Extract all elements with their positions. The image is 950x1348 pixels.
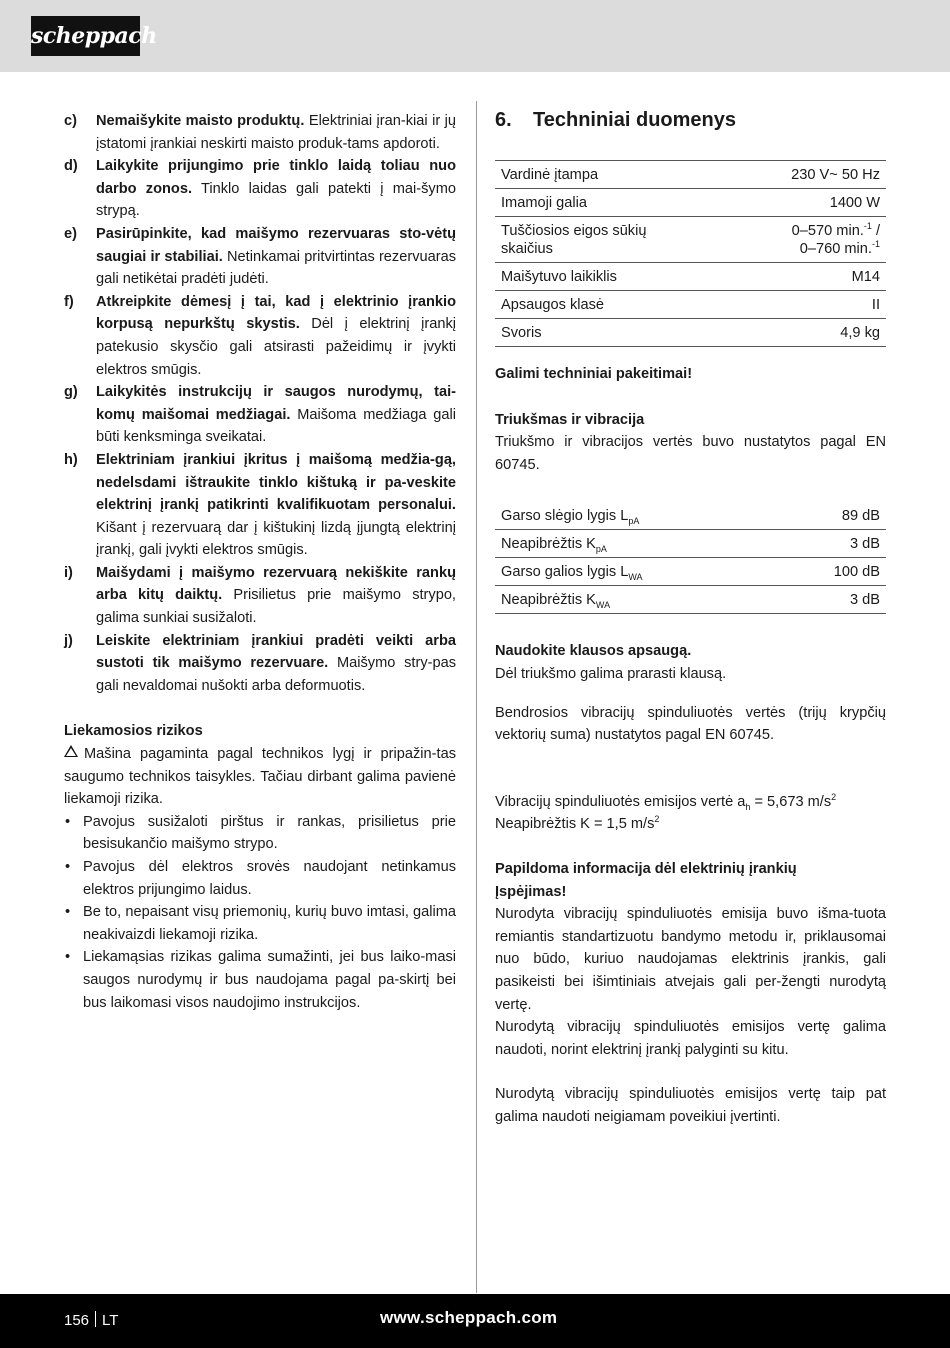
website-link[interactable]: www.scheppach.com [380,1308,558,1327]
spec-label: Tuščiosios eigos sūkių skaičius [495,217,695,263]
safety-item [64,155,456,223]
noise-text: Triukšmo ir vibracijos vertės buvo nustatytos pagal EN 60745. [495,434,886,473]
noise-value: 100 dB [778,558,886,586]
extra-info-text: Nurodyta vibracijų spinduliuotės emisija buvo išma-tuota remiantis standartizuotu bandymo metodu ir, priklausomai nuo būdo, kuriuo naudojamas elektrinis įrankis, gali pasikeisti bei išimtiniais atvejais gali per-žengti nurodytą vertę. [495,906,886,1013]
residual-risks-bullets [64,811,456,1014]
scheppach-logo: scheppach [31,16,140,56]
vibration-text: Bendrosios vibracijų spinduliuotės vertės (trijų krypčių vektorių suma) nustatytos pagal EN 60745. [495,704,886,744]
list-item: • Liekamąsias rizikas galima sumažinti, jei bus laiko-masi saugos nurodymų ir bus naudojama pagal pa-skirtį bei bus laikomasi visos naudojimo instrukcijos. [64,946,456,1014]
table-row [495,217,886,263]
spec-value: II [695,291,886,319]
item-heading: Pasirūpinkite, kad maišymo rezervuaras sto-vėtų saugiai ir stabiliai. [96,225,456,265]
item-letter: i) [64,564,73,581]
residual-risks-intro: Mašina pagaminta pagal technikos lygį ir pripažin-tas saugumo technikos taisykles. Tačiau dirbant galima pavienė liekamoji rizika. [64,746,456,808]
hearing-protection-text: Dėl triukšmo galima prarasti klausą. [495,665,727,682]
table-row [495,319,886,347]
page-number: 156 LT [64,1312,119,1329]
item-heading: Laikykitės instrukcijų ir saugos nurodymų, tai-komų maišomai medžiagai. [96,384,456,423]
table-row [495,263,886,291]
residual-risks-title: Liekamosios rizikos [64,723,203,740]
section-number: 6. [495,109,512,131]
list-item: • Pavojus susižaloti pirštus ir rankas, prisilietus prie besisukančio maišymo strypo. [64,811,456,856]
item-text: Elektriniai įran-kiai ir jų įstatomi įrankiai neskirti maisto produk-tams apdoroti. [96,113,456,152]
noise-value: 3 dB [778,586,886,614]
safety-item [64,562,456,630]
column-divider [476,101,477,1293]
spec-label: Maišytuvo laikiklis [495,263,695,291]
technical-changes-note: Galimi techniniai pakeitimai! [495,366,693,382]
spec-value: M14 [695,263,886,291]
item-text: Kišant į rezervuarą dar į kištukinį lizdą įjungtą elektrinį įrankį, gali įvykti elektros smūgis. [96,519,456,559]
table-row [495,189,886,217]
page-footer [0,1294,950,1348]
spec-value: 1400 W [695,189,886,217]
item-heading: Leiskite elektriniam įrankiui pradėti veikti arba sustoti tik maišymo rezervuare. [96,632,456,672]
table-row [495,586,886,614]
noise-value: 89 dB [778,502,886,530]
item-letter: d) [64,158,78,175]
item-heading: Laikykite prijungimo prie tinklo laidą toliau nuo darbo zonos. [96,158,456,197]
right-column [495,110,886,1128]
spec-value: 0–570 min.$^{-1}$ / 0–760 min.$^{-1}$ [695,217,886,263]
emission-value: Vibracijų spinduliuotės emisijos vertė $a_h = 5,673$ $m/s^2$ [495,791,837,812]
item-text: Tinklo laidas gali patekti į mai-šymo strypą. [96,180,457,220]
spec-label: Vardinė įtampa [495,161,695,189]
technical-data-table [495,160,886,347]
safety-items-list [64,110,456,697]
item-text: Dėl į elektrinį įrankį patekusio skysčio gali atsirasti pažeidimų ir įvykti elektros smūgis. [96,316,456,378]
item-text: Maišoma medžiaga gali būti kenksminga sveikatai. [96,406,456,446]
noise-title: Triukšmas ir vibracija [495,411,645,428]
item-letter: c) [64,113,77,129]
table-row [495,502,886,530]
item-letter: g) [64,384,78,401]
noise-table [495,502,886,614]
item-heading: Elektriniam įrankiui įkritus į maišomą medžia-gą, nedelsdami ištraukite tinklo kištuką ir pa-veskite elektrinį įrankį patikrinti kvalifikuotam personalui. [96,451,456,514]
noise-value: 3 dB [778,530,886,558]
noise-label: Garso slėgio lygis $L_{pA}$ [495,502,778,530]
extra-info-text: Nurodytą vibracijų spinduliuotės emisijos vertę galima naudoti, norint elektrinį įrankį palyginti su kitu. [495,1019,886,1058]
table-row [495,161,886,189]
warning-triangle-icon [64,745,78,757]
uncertainty-value: Neapibrėžtis K = 1,5 $m/s^2$ [495,814,660,833]
item-heading: Nemaišykite maisto produktų. [96,113,305,129]
section-title: Techniniai duomenys [533,109,736,131]
item-text: Netinkamai pritvirtintas rezervuaras gali netikėtai pradėti judėti. [96,248,456,288]
section-heading [495,108,886,132]
hearing-protection-title: Naudokite klausos apsaugą. [495,643,692,660]
table-row [495,291,886,319]
page-header [0,0,950,72]
extra-info-title: Papildoma informacija dėl elektrinių įrankių [495,860,797,877]
item-text: Maišymo stry-pas gali nevaldomai nušokti arba deformuotis. [96,655,457,694]
table-row [495,530,886,558]
item-letter: e) [64,225,77,242]
spec-label: Imamoji galia [495,189,695,217]
item-letter: f) [64,293,74,310]
spec-label: Svoris [495,319,695,347]
safety-item [64,291,456,381]
item-heading: Atkreipkite dėmesį į tai, kad į elektrinio įrankio korpusą nepurkštų skystis. [96,293,456,333]
item-heading: Maišydami į maišymo rezervuarą nekiškite rankų arba kitų daiktų. [96,564,456,604]
safety-item [64,381,456,449]
noise-label: Garso galios lygis $L_{WA}$ [495,558,778,586]
safety-item [64,110,456,155]
list-item: • Be to, nepaisant visų priemonių, kurių buvo imtasi, galima neakivaizdi liekamoji rizika. [64,901,456,946]
item-letter: j) [64,632,73,649]
safety-item [64,630,456,698]
item-letter: h) [64,451,78,468]
noise-label: Neapibrėžtis $K_{WA}$ [495,586,778,614]
spec-value: 230 V~ 50 Hz [695,161,886,189]
table-row [495,558,886,586]
item-text: Prisilietus prie maišymo strypo, galima sunkiai susižaloti. [96,587,456,627]
residual-risks-section [64,720,456,1014]
list-item: • Pavojus dėl elektros srovės naudojant netinkamus elektros prijungimo laidus. [64,856,456,901]
noise-label: Neapibrėžtis $K_{pA}$ [495,530,778,558]
left-column [64,110,456,1014]
safety-item [64,449,456,562]
safety-item [64,223,456,291]
spec-label: Apsaugos klasė [495,291,695,319]
extra-info-warning: Įspėjimas! [495,883,567,900]
extra-info-text: Nurodytą vibracijų spinduliuotės emisijos vertę taip pat galima naudoti neigiamam poveikiui įvertinti. [495,1086,886,1125]
spec-value: 4,9 kg [695,319,886,347]
